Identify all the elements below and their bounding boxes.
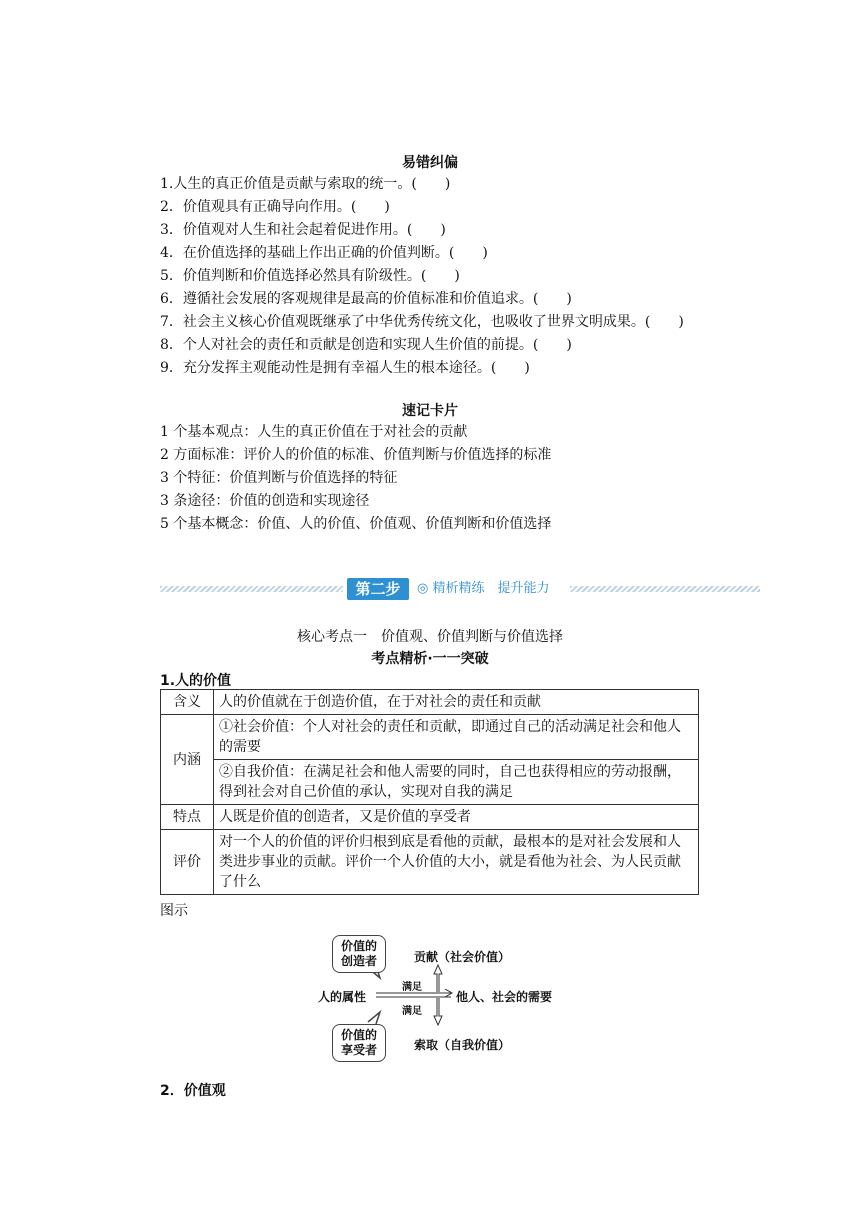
- arrow-down-taking: [434, 998, 442, 1025]
- error-item-2: 2．价值观具有正确导向作用。( ): [160, 199, 390, 215]
- satisfy-label-bottom: 满足: [402, 1006, 422, 1017]
- error-item-3: 3．价值观对人生和社会起着促进作用。( ): [160, 222, 446, 238]
- enjoyer-callout: 价值的享受者: [332, 1024, 386, 1062]
- arrow-up-contribution: [434, 965, 442, 992]
- table-row-feature: [161, 805, 699, 830]
- memory-item-3: 3 个特征：价值判断与价值选择的特征: [160, 470, 398, 486]
- table-row-meaning: [161, 690, 699, 715]
- row-value-feature: 人既是价值的创造者，又是价值的享受者: [214, 805, 699, 830]
- error-item-5: 5．价值判断和价值选择必然具有阶级性。( ): [160, 268, 460, 284]
- step-banner: [160, 578, 760, 600]
- banner-stripe-left: [160, 586, 343, 592]
- table-row-content-1: [161, 715, 699, 760]
- memory-item-5: 5 个基本概念：价值、人的价值、价值观、价值判断和价值选择: [160, 516, 552, 532]
- error-item-6: 6．遵循社会发展的客观规律是最高的价值标准和价值追求。( ): [160, 291, 572, 307]
- contribution-label: 贡献（社会价值）: [414, 950, 511, 964]
- row-value-content-social: ①社会价值：个人对社会的责任和贡献，即通过自己的活动满足社会和他人的需要: [214, 715, 699, 760]
- error-item-9: 9．充分发挥主观能动性是拥有幸福人生的根本途径。( ): [160, 360, 530, 376]
- row-label-content: 内涵: [161, 715, 214, 805]
- error-item-4: 4．在价值选择的基础上作出正确的价值判断。( ): [160, 245, 488, 261]
- satisfy-label-top: 满足: [402, 982, 422, 993]
- callout-tail-enjoyer: [368, 1012, 380, 1024]
- row-label-evaluation: 评价: [161, 830, 214, 895]
- table-row-content-2: [161, 760, 699, 805]
- memory-item-4: 3 条途径：价值的创造和实现途径: [160, 493, 370, 509]
- memory-item-1: 1 个基本观点：人生的真正价值在于对社会的贡献: [160, 424, 468, 440]
- part1-heading: 1.人的价值: [160, 673, 232, 689]
- human-value-table: [160, 689, 699, 895]
- step-tagline: ◎ 精析精练 提升能力: [413, 578, 553, 600]
- creator-callout: 价值的创造者: [332, 935, 386, 973]
- error-item-1: 1.人生的真正价值是贡献与索取的统一。( ): [160, 176, 451, 192]
- row-label-meaning: 含义: [161, 690, 214, 715]
- value-diagram: [318, 932, 568, 1062]
- banner-stripe-right: [570, 586, 760, 592]
- attribute-label: 人的属性: [318, 990, 367, 1004]
- part2-heading: 2．价值观: [160, 1083, 226, 1099]
- memory-item-2: 2 方面标准：评价人的价值的标准、价值判断与价值选择的标准: [160, 447, 552, 463]
- row-label-feature: 特点: [161, 805, 214, 830]
- row-value-meaning: 人的价值就在于创造价值，在于对社会的责任和贡献: [214, 690, 699, 715]
- core-point-subheading: 考点精析·一一突破: [371, 651, 489, 667]
- section-title-memory-card: 速记卡片: [402, 403, 458, 419]
- taking-label: 索取（自我价值）: [414, 1038, 511, 1052]
- core-point-heading: 核心考点一 价值观、价值判断与价值选择: [297, 629, 563, 645]
- error-item-7: 7．社会主义核心价值观既继承了中华优秀传统文化，也吸收了世界文明成果。( ): [160, 314, 684, 330]
- figure-label: 图示: [160, 903, 188, 919]
- section-title-common-errors: 易错纠偏: [402, 155, 458, 171]
- error-item-8: 8．个人对社会的责任和贡献是创造和实现人生价值的前提。( ): [160, 337, 572, 353]
- needs-label: 他人、社会的需要: [456, 990, 553, 1004]
- step-badge: 第二步: [347, 578, 409, 600]
- row-value-evaluation: 对一个人的价值的评价归根到底是看他的贡献，最根本的是对社会发展和人类进步事业的贡献。评价一个人价值的大小，就是看他为社会、为人民贡献了什么: [214, 830, 699, 895]
- table-row-evaluation: [161, 830, 699, 895]
- row-value-content-self: ②自我价值：在满足社会和他人需要的同时，自己也获得相应的劳动报酬，得到社会对自己价值的承认，实现对自我的满足: [214, 760, 699, 805]
